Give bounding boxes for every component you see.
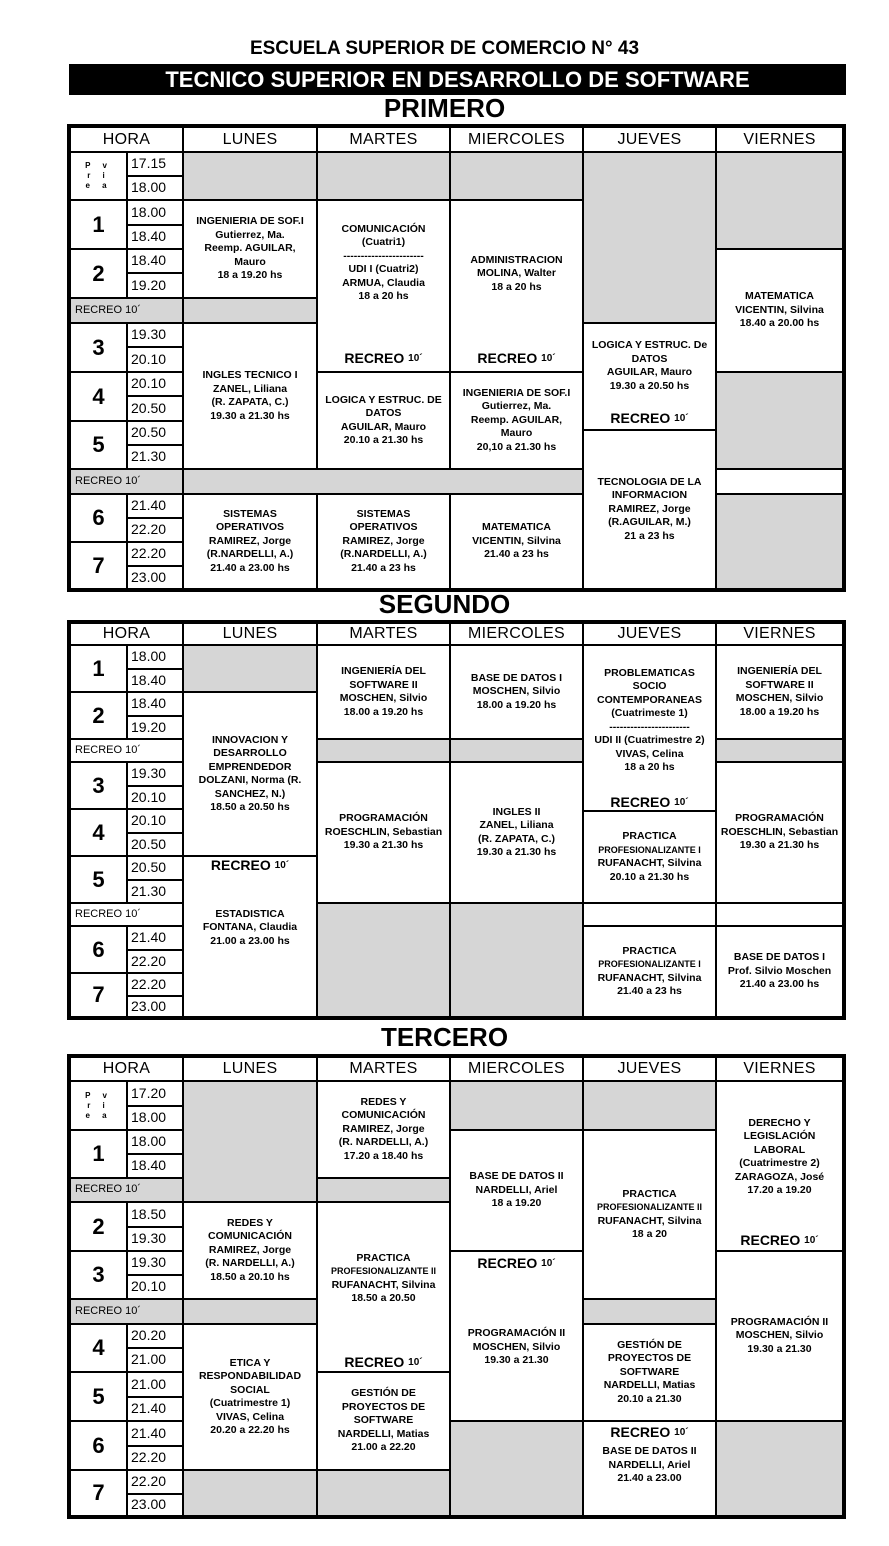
time-cell: 20.50 xyxy=(127,833,183,856)
recreo-minutes: 10´ xyxy=(274,860,290,871)
time-cell: 22.20 xyxy=(127,1470,183,1494)
time-cell: 19.30 xyxy=(127,323,183,347)
class-title: PRACTICA xyxy=(622,944,677,957)
hour-number: 3 xyxy=(70,323,127,372)
class-martes-practica-ii xyxy=(317,1202,450,1354)
time-cell: 21.00 xyxy=(127,1348,183,1372)
time-cell: 20.10 xyxy=(127,786,183,809)
class-jueves-practica-i xyxy=(583,811,716,903)
class-lunes-estadistica: ESTADISTICA FONTANA, Claudia 21.00 a 23.00 hs xyxy=(183,878,317,1017)
empty-slot xyxy=(450,152,583,200)
class-viernes-derecho: DERECHO Y LEGISLACIÓN LABORAL (Cuatrimestre 2) ZARAGOZA, José 17.20 a 19.20 xyxy=(716,1081,843,1232)
recreo-minutes: 10´ xyxy=(674,412,689,424)
hour-number: 3 xyxy=(70,762,127,809)
class-lunes-etica: ETICA Y RESPONDABILIDAD SOCIAL (Cuatrimestre 1) VIVAS, Celina 20.20 a 22.20 hs xyxy=(183,1324,317,1470)
empty-slot xyxy=(450,1421,583,1516)
empty-slot xyxy=(583,152,716,323)
time-cell: 19.20 xyxy=(127,273,183,298)
hour-number: 1 xyxy=(70,200,127,249)
header-viernes: VIERNES xyxy=(716,623,843,645)
header-lunes: LUNES xyxy=(183,127,317,152)
header-viernes: VIERNES xyxy=(716,1057,843,1081)
time-cell: 21.40 xyxy=(127,1421,183,1446)
section-title-primero: PRIMERO xyxy=(383,93,506,123)
recreo-label: RECREO xyxy=(477,1254,538,1271)
recreo-marker xyxy=(583,795,716,811)
header-miercoles: MIERCOLES xyxy=(450,1057,583,1081)
time-cell: 19.30 xyxy=(127,1251,183,1275)
header-jueves: JUEVES xyxy=(583,127,716,152)
time-cell: 18.00 xyxy=(127,645,183,669)
class-miercoles-matematica: MATEMATICA VICENTIN, Silvina 21.40 a 23 hs xyxy=(450,494,583,589)
hour-number: 2 xyxy=(70,1202,127,1251)
class-viernes-programacion: PROGRAMACIÓN ROESCHLIN, Sebastian 19.30 a 21.30 hs xyxy=(716,762,843,903)
recreo-gray-cell xyxy=(183,298,317,323)
time-cell: 17.15 xyxy=(127,152,183,176)
recreo-label: RECREO xyxy=(610,1423,671,1440)
class-subtitle: PROFESIONALIZANTE I xyxy=(598,844,701,855)
time-cell: 20.50 xyxy=(127,421,183,445)
class-martes-programacion: PROGRAMACIÓN ROESCHLIN, Sebastian 19.30 a 21.30 hs xyxy=(317,762,450,903)
recreo-marker xyxy=(183,856,317,878)
class-miercoles-ingenieria-software: INGENIERIA DE SOF.I Gutierrez, Ma. Reemp. AGUILAR, Mauro 20,10 a 21.30 hs xyxy=(450,372,583,469)
recreo-minutes: 10´ xyxy=(541,1257,556,1269)
recreo-minutes: 10´ xyxy=(674,796,689,808)
class-details: RUFANACHT, Silvina 21.40 a 23 hs xyxy=(597,971,702,997)
header-jueves: JUEVES xyxy=(583,623,716,645)
recreo-marker xyxy=(450,1251,583,1275)
recreo-row-label: RECREO 10´ xyxy=(70,298,183,323)
time-cell: 21.30 xyxy=(127,445,183,469)
time-cell: 22.20 xyxy=(127,518,183,542)
schedule-tercero xyxy=(67,1054,846,1519)
hour-number: 6 xyxy=(70,494,127,542)
hour-number: 6 xyxy=(70,926,127,973)
header-martes: MARTES xyxy=(317,127,450,152)
empty-slot xyxy=(317,1470,450,1516)
recreo-gray-cell xyxy=(450,739,583,762)
empty-slot xyxy=(716,152,843,249)
class-viernes-programacion-ii: PROGRAMACIÓN II MOSCHEN, Silvio 19.30 a 21.30 xyxy=(716,1251,843,1421)
class-details: RUFANACHT, Silvina 18.50 a 20.50 xyxy=(331,1278,436,1304)
class-lunes-sistemas-operativos: SISTEMAS OPERATIVOS RAMIREZ, Jorge (R.NARDELLI, A.) 21.40 a 23.00 hs xyxy=(183,494,317,589)
class-subtitle: PROFESIONALIZANTE II xyxy=(330,1266,436,1276)
class-martes-gestion-proyectos: GESTIÓN DE PROYECTOS DE SOFTWARE NARDELLI, Matias 21.00 a 22.20 xyxy=(317,1372,450,1470)
time-cell: 20.50 xyxy=(127,396,183,421)
time-cell: 22.20 xyxy=(127,950,183,973)
header-martes: MARTES xyxy=(317,623,450,645)
time-cell: 20.10 xyxy=(127,347,183,372)
recreo-gray-cell xyxy=(317,739,450,762)
recreo-row-label: RECREO 10´ xyxy=(70,1299,183,1324)
pvrie-label: P v r i e a xyxy=(70,1081,127,1130)
header-miercoles: MIERCOLES xyxy=(450,623,583,645)
recreo-minutes: 10´ xyxy=(541,353,556,365)
recreo-gray-cell xyxy=(317,1178,450,1202)
time-cell: 18.40 xyxy=(127,669,183,692)
time-cell: 20.10 xyxy=(127,372,183,396)
class-title: PRACTICA xyxy=(622,1187,677,1200)
empty-slot xyxy=(716,494,843,589)
section-title-segundo: SEGUNDO xyxy=(378,589,511,619)
class-miercoles-ingles-ii: INGLES II ZANEL, Liliana (R. ZAPATA, C.) 19.30 a 21.30 hs xyxy=(450,762,583,903)
header-hora: HORA xyxy=(70,623,183,645)
time-cell: 22.20 xyxy=(127,973,183,996)
recreo-marker xyxy=(317,347,450,372)
empty-slot xyxy=(716,372,843,469)
schedule-primero xyxy=(67,124,846,592)
class-martes-comunicacion: COMUNICACIÓN (Cuatri1) ----------------------- UDI I (Cuatri2) ARMUA, Claudia 18 a 20 hs xyxy=(317,200,450,347)
recreo-gray-cell xyxy=(183,469,583,494)
class-lunes-ingles-tecnico: INGLES TECNICO I ZANEL, Liliana (R. ZAPATA, C.) 19.30 a 21.30 hs xyxy=(183,323,317,469)
time-cell: 20.10 xyxy=(127,809,183,833)
class-jueves-practica-ii xyxy=(583,1130,716,1299)
pvrie-label: P v r i e a xyxy=(70,152,127,200)
recreo-minutes: 10´ xyxy=(804,1235,819,1247)
hour-number: 2 xyxy=(70,249,127,298)
section-title-tercero: TERCERO xyxy=(380,1022,509,1052)
recreo-label: RECREO xyxy=(344,1354,405,1370)
hour-number: 6 xyxy=(70,1421,127,1470)
header-viernes: VIERNES xyxy=(716,127,843,152)
recreo-label: RECREO xyxy=(610,795,671,810)
empty-slot xyxy=(183,645,317,692)
class-lunes-ingenieria-software: INGENIERIA DE SOF.I Gutierrez, Ma. Reemp. AGUILAR, Mauro 18 a 19.20 hs xyxy=(183,200,317,298)
schedule-segundo xyxy=(67,620,846,1020)
class-details: RUFANACHT, Silvina 18 a 20 xyxy=(597,1214,702,1240)
class-martes-ingenieria-software-ii: INGENIERÍA DEL SOFTWARE II MOSCHEN, Silvio 18.00 a 19.20 hs xyxy=(317,645,450,739)
time-cell: 18.40 xyxy=(127,1154,183,1178)
recreo-label: RECREO xyxy=(477,350,538,367)
time-cell: 19.30 xyxy=(127,1227,183,1251)
time-cell: 18.40 xyxy=(127,249,183,273)
recreo-marker xyxy=(583,408,716,430)
empty-slot xyxy=(583,903,716,926)
class-martes-redes: REDES Y COMUNICACIÓN RAMIREZ, Jorge (R. NARDELLI, A.) 17.20 a 18.40 hs xyxy=(317,1081,450,1178)
recreo-label: RECREO xyxy=(740,1232,801,1249)
class-miercoles-administracion: ADMINISTRACION MOLINA, Walter 18 a 20 hs xyxy=(450,200,583,347)
recreo-marker xyxy=(450,347,583,372)
hour-number: 5 xyxy=(70,1372,127,1421)
hour-number: 1 xyxy=(70,645,127,692)
empty-slot xyxy=(716,903,843,926)
career-title: TECNICO SUPERIOR EN DESARROLLO DE SOFTWARE xyxy=(69,64,846,95)
time-cell: 22.20 xyxy=(127,542,183,566)
hour-number: 7 xyxy=(70,542,127,589)
time-cell: 23.00 xyxy=(127,996,183,1017)
class-lunes-redes: REDES Y COMUNICACIÓN RAMIREZ, Jorge (R. NARDELLI, A.) 18.50 a 20.10 hs xyxy=(183,1202,317,1299)
time-cell: 21.00 xyxy=(127,1372,183,1397)
class-viernes-matematica: MATEMATICA VICENTIN, Silvina 18.40 a 20.00 hs xyxy=(716,249,843,372)
time-cell: 19.20 xyxy=(127,716,183,739)
empty-slot xyxy=(317,152,450,200)
hour-number: 5 xyxy=(70,421,127,469)
recreo-marker xyxy=(716,1232,843,1251)
time-cell: 23.00 xyxy=(127,1494,183,1516)
recreo-gray-cell xyxy=(716,739,843,762)
time-cell: 21.40 xyxy=(127,926,183,950)
class-jueves-practica-i-late xyxy=(583,926,716,1017)
class-title: PRACTICA xyxy=(356,1251,411,1264)
header-hora: HORA xyxy=(70,1057,183,1081)
hour-number: 3 xyxy=(70,1251,127,1299)
class-viernes-ingenieria-software-ii: INGENIERÍA DEL SOFTWARE II MOSCHEN, Silvio 18.00 a 19.20 hs xyxy=(716,645,843,739)
class-miercoles-base-datos-ii: BASE DE DATOS II NARDELLI, Ariel 18 a 19.20 xyxy=(450,1130,583,1251)
recreo-minutes: 10´ xyxy=(408,1356,423,1368)
hour-number: 1 xyxy=(70,1130,127,1178)
time-cell: 17.20 xyxy=(127,1081,183,1106)
class-miercoles-programacion-ii: PROGRAMACIÓN II MOSCHEN, Silvio 19.30 a 21.30 xyxy=(450,1275,583,1421)
class-jueves-problematicas: PROBLEMATICAS SOCIO CONTEMPORANEAS (Cuatrimeste 1) ----------------------- UDI II (Cuatrimestre 2) VIVAS, Celina 18 a 20 hs xyxy=(583,645,716,795)
recreo-gray-cell xyxy=(583,1299,716,1324)
class-martes-sistemas-operativos: SISTEMAS OPERATIVOS RAMIREZ, Jorge (R.NARDELLI, A.) 21.40 a 23 hs xyxy=(317,494,450,589)
recreo-label: RECREO xyxy=(210,857,271,873)
recreo-row-label: RECREO 10´ xyxy=(70,903,183,926)
empty-slot xyxy=(716,469,843,494)
header-lunes: LUNES xyxy=(183,1057,317,1081)
recreo-minutes: 10´ xyxy=(674,1426,689,1438)
recreo-row-label: RECREO 10´ xyxy=(70,469,183,494)
time-cell: 18.00 xyxy=(127,1106,183,1130)
time-cell: 23.00 xyxy=(127,566,183,589)
hour-number: 4 xyxy=(70,1324,127,1372)
time-cell: 19.30 xyxy=(127,762,183,786)
class-martes-logica: LOGICA Y ESTRUC. DE DATOS AGUILAR, Mauro 20.10 a 21.30 hs xyxy=(317,372,450,469)
recreo-gray-cell xyxy=(183,1299,317,1324)
header-martes: MARTES xyxy=(317,1057,450,1081)
time-cell: 21.40 xyxy=(127,494,183,518)
empty-slot xyxy=(183,152,317,200)
time-cell: 20.10 xyxy=(127,1275,183,1299)
class-viernes-base-datos: BASE DE DATOS I Prof. Silvio Moschen 21.40 a 23.00 hs xyxy=(716,926,843,1017)
class-jueves-tecnologia-informacion: TECNOLOGIA DE LA INFORMACION RAMIREZ, Jorge (R.AGUILAR, M.) 21 a 23 hs xyxy=(583,430,716,589)
class-details: RUFANACHT, Silvina 20.10 a 21.30 hs xyxy=(597,857,702,883)
time-cell: 18.40 xyxy=(127,225,183,249)
time-cell: 18.00 xyxy=(127,200,183,225)
hour-number: 4 xyxy=(70,809,127,856)
class-subtitle: PROFESIONALIZANTE I xyxy=(598,959,701,969)
time-cell: 21.40 xyxy=(127,1397,183,1421)
recreo-marker xyxy=(583,1421,716,1443)
recreo-row-label: RECREO 10´ xyxy=(70,739,183,762)
time-cell: 21.30 xyxy=(127,880,183,903)
time-cell: 18.50 xyxy=(127,1202,183,1227)
empty-slot xyxy=(183,1470,317,1516)
class-subtitle: PROFESIONALIZANTE II xyxy=(596,1202,702,1212)
time-cell: 18.40 xyxy=(127,692,183,716)
time-cell: 18.00 xyxy=(127,1130,183,1154)
empty-slot xyxy=(183,1081,317,1202)
empty-slot xyxy=(450,1081,583,1130)
header-lunes: LUNES xyxy=(183,623,317,645)
class-title: PRACTICA xyxy=(622,830,677,842)
header-jueves: JUEVES xyxy=(583,1057,716,1081)
hour-number: 7 xyxy=(70,1470,127,1516)
hour-number: 2 xyxy=(70,692,127,739)
hour-number: 7 xyxy=(70,973,127,1017)
empty-slot xyxy=(583,1081,716,1130)
empty-slot xyxy=(716,1421,843,1516)
time-cell: 20.20 xyxy=(127,1324,183,1348)
recreo-marker xyxy=(317,1354,450,1372)
hour-number: 5 xyxy=(70,856,127,903)
empty-slot xyxy=(450,903,583,1017)
hour-number: 4 xyxy=(70,372,127,421)
recreo-label: RECREO xyxy=(344,350,405,367)
recreo-row-label: RECREO 10´ xyxy=(70,1178,183,1202)
empty-slot xyxy=(317,903,450,1017)
recreo-label: RECREO xyxy=(610,409,671,426)
time-cell: 22.20 xyxy=(127,1446,183,1470)
class-lunes-innovacion: INNOVACION Y DESARROLLO EMPRENDEDOR DOLZANI, Norma (R. SANCHEZ, N.) 18.50 a 20.50 hs xyxy=(183,692,317,856)
recreo-minutes: 10´ xyxy=(408,353,423,365)
header-miercoles: MIERCOLES xyxy=(450,127,583,152)
header-hora: HORA xyxy=(70,127,183,152)
class-jueves-logica: LOGICA Y ESTRUC. De DATOS AGUILAR, Mauro 19.30 a 20.50 hs xyxy=(583,323,716,408)
time-cell: 20.50 xyxy=(127,856,183,880)
class-jueves-gestion-proyectos: GESTIÓN DE PROYECTOS DE SOFTWARE NARDELLI, Matias 20.10 a 21.30 xyxy=(583,1324,716,1421)
school-name: ESCUELA SUPERIOR DE COMERCIO N° 43 xyxy=(249,38,640,59)
class-jueves-base-datos-ii: BASE DE DATOS II NARDELLI, Ariel 21.40 a 23.00 xyxy=(583,1443,716,1516)
time-cell: 18.00 xyxy=(127,176,183,200)
class-miercoles-base-datos: BASE DE DATOS I MOSCHEN, Silvio 18.00 a 19.20 hs xyxy=(450,645,583,739)
